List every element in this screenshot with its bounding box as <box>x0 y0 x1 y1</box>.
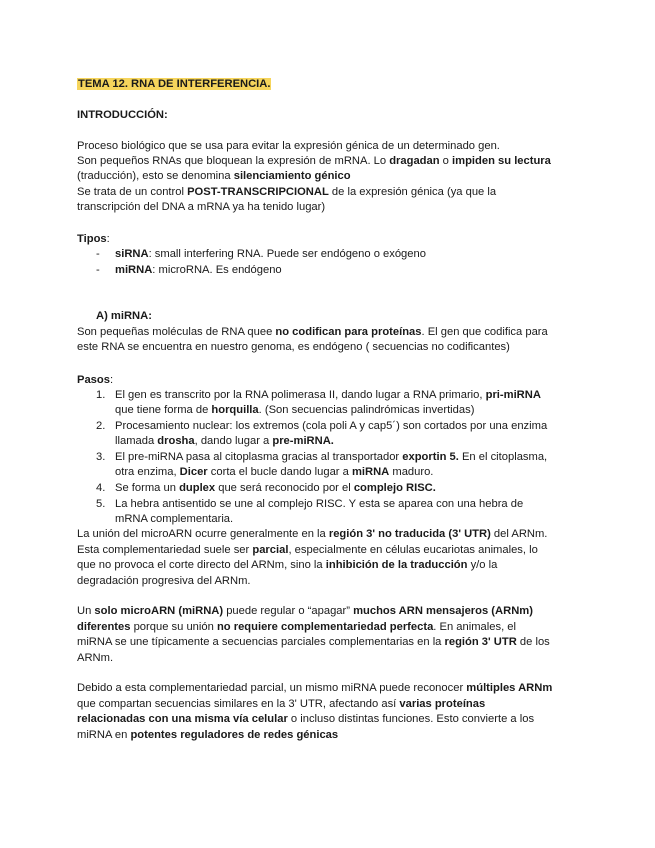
step-4-line-1: Se forma un duplex que será reconocido por el complejo RISC. <box>115 482 436 494</box>
para-2-line-3: miRNA se une típicamente a secuencias parciales complementarias en la región 3' UTR de los <box>77 636 550 648</box>
intro-line-4: Se trata de un control POST-TRANSCRIPCIONAL de la expresión génica (ya que la <box>77 186 497 198</box>
step-1-line-1: El gen es transcrito por la RNA polimerasa II, dando lugar a RNA primario, pri-miRNA <box>115 389 541 401</box>
step-number: 4. <box>96 482 106 494</box>
step-5-line-1: La hebra antisentido se une al complejo RISC. Y esta se aparea con una hebra de <box>115 498 524 510</box>
para-1-line-3: que no provoca el corte directo del ARNm, sino la inhibición de la traducción y/o la <box>77 559 498 571</box>
step-5-line-2: mRNA complementaria. <box>115 513 234 525</box>
intro-line-1: Proceso biológico que se usa para evitar la expresión génica de un determinado gen. <box>77 140 500 152</box>
intro-heading: INTRODUCCIÓN: <box>77 109 168 121</box>
para-2-line-4: ARNm. <box>77 652 114 664</box>
step-number: 1. <box>96 389 106 401</box>
intro-line-2: Son pequeños RNAs que bloquean la expresión de mRNA. Lo dragadan o impiden su lectura <box>77 155 551 167</box>
step-2-line-2: llamada drosha, dando lugar a pre-miRNA. <box>115 435 334 447</box>
list-bullet: - <box>96 248 100 260</box>
step-3-line-1: El pre-miRNA pasa al citoplasma gracias al transportador exportin 5. En el citoplasma, <box>115 451 548 463</box>
para-2-line-2: diferentes porque su unión no requiere complementariedad perfecta. En animales, el <box>77 621 517 633</box>
section-a-heading: A) miRNA: <box>96 310 152 322</box>
pasos-heading: Pasos: <box>77 374 114 386</box>
section-a-line-2: este RNA se encuentra en nuestro genoma, es endógeno ( secuencias no codificantes) <box>77 341 510 353</box>
tipos-heading: Tipos: <box>77 233 110 245</box>
step-1-line-2: que tiene forma de horquilla. (Son secuencias palindrómicas invertidas) <box>115 404 475 416</box>
document-title <box>77 77 271 92</box>
intro-line-3: (traducción), esto se denomina silenciamiento génico <box>77 170 351 182</box>
title-highlight: TEMA 12. RNA DE INTERFERENCIA. <box>78 78 271 90</box>
step-2-line-1: Procesamiento nuclear: los extremos (cola poli A y cap5´) son cortados por una enzima <box>115 420 548 432</box>
para-2-line-1: Un solo microARN (miRNA) puede regular o “apagar” muchos ARN mensajeros (ARNm) <box>77 605 533 617</box>
section-a-line-1: Son pequeñas moléculas de RNA quee no codifican para proteínas. El gen que codifica para <box>77 326 548 338</box>
step-number: 2. <box>96 420 106 432</box>
step-number: 5. <box>96 498 106 510</box>
para-3-line-1: Debido a esta complementariedad parcial, un mismo miRNA puede reconocer múltiples ARNm <box>77 682 553 694</box>
para-3-line-4: miRNA en potentes reguladores de redes génicas <box>77 729 339 741</box>
tipo-mirna: miRNA: microRNA. Es endógeno <box>115 264 282 276</box>
tipo-sirna: siRNA: small interfering RNA. Puede ser endógeno o exógeno <box>115 248 426 260</box>
intro-line-5: transcripción del DNA a mRNA ya ha tenido lugar) <box>77 201 326 213</box>
para-1-line-2: Esta complementariedad suele ser parcial, especialmente en células eucariotas animales, lo <box>77 544 538 556</box>
step-3-line-2: otra enzima, Dicer corta el bucle dando lugar a miRNA maduro. <box>115 466 434 478</box>
list-bullet: - <box>96 264 100 276</box>
para-1-line-4: degradación progresiva del ARNm. <box>77 575 251 587</box>
para-3-line-3: relacionadas con una misma vía celular o incluso distintas funciones. Esto convierte a los <box>77 713 535 725</box>
para-1-line-1: La unión del microARN ocurre generalmente en la región 3' no traducida (3' UTR) del ARNm. <box>77 528 548 540</box>
step-number: 3. <box>96 451 106 463</box>
para-3-line-2: que compartan secuencias similares en la 3' UTR, afectando así varias proteínas <box>77 698 486 710</box>
